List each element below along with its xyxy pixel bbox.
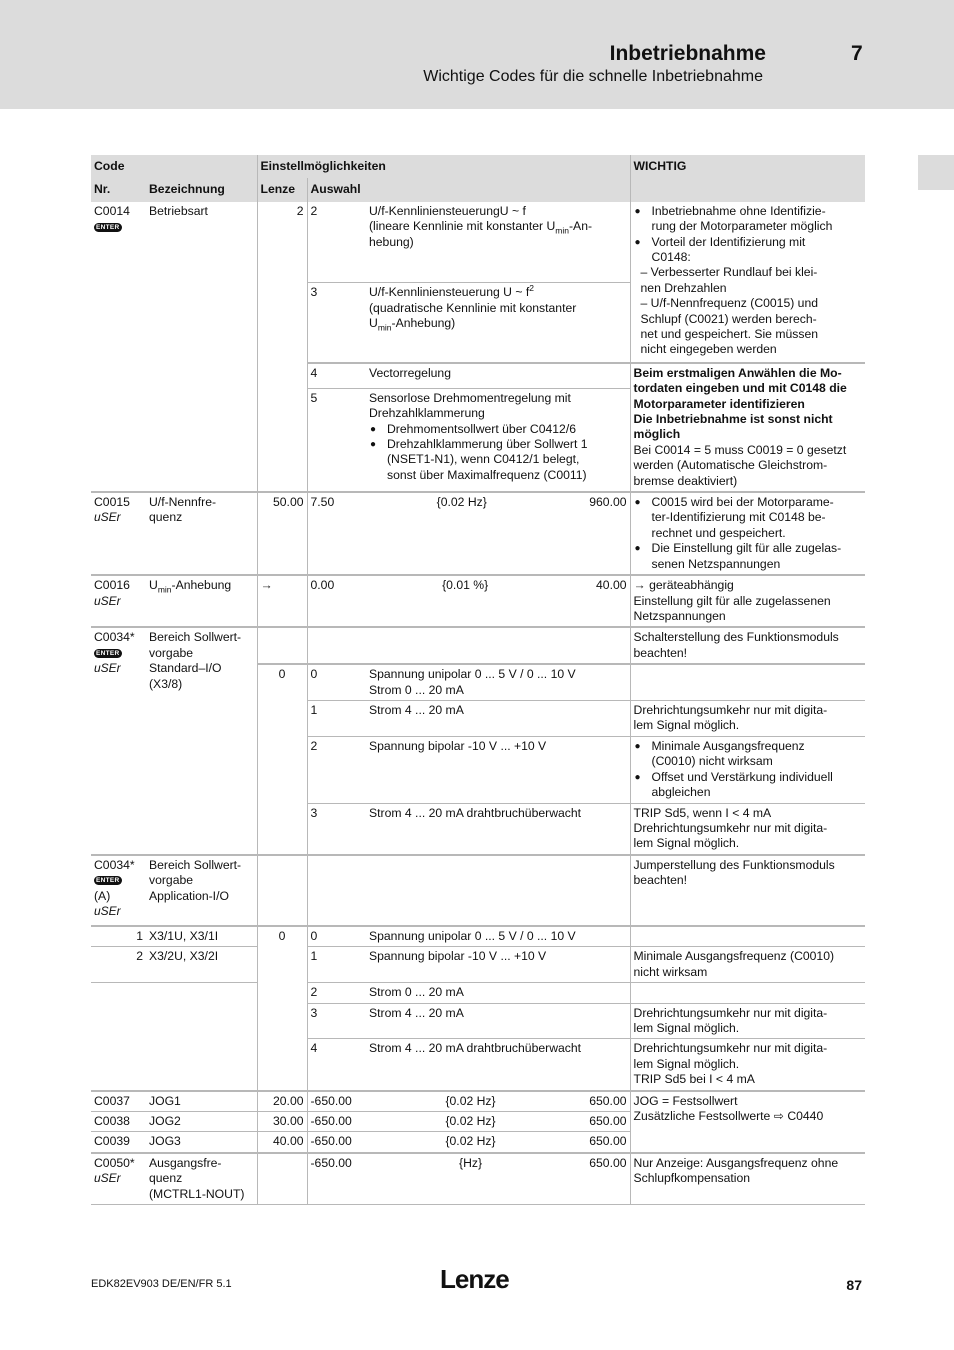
lenze-cell: 0 xyxy=(257,926,307,1091)
code-cell: C0037 xyxy=(91,1091,146,1112)
option-text: Strom 4 ... 20 mA drahtbruchüberwacht xyxy=(366,803,630,855)
option-nr: 4 xyxy=(307,1039,366,1091)
document-id: EDK82EV903 DE/EN/FR 5.1 xyxy=(91,1278,232,1290)
page-number: 87 xyxy=(846,1277,862,1293)
option-nr: 2 xyxy=(307,202,366,283)
user-menu-icon: uSEr xyxy=(94,661,121,676)
enter-icon: ENTER xyxy=(96,650,120,657)
wichtig-cell: TRIP Sd5, wenn I < 4 mA Drehrichtungsumkehr nur mit digita- lem Signal möglich. xyxy=(630,803,865,855)
option-text: Spannung unipolar 0 ... 5 V / 0 ... 10 V Strom 0 ... 20 mA xyxy=(366,664,630,700)
option-text: Sensorlose Drehmomentregelung mit Drehzahlklammerung ● Drehmomentsollwert über C0412/6 ● Drehzahlklammerung über Sollwert 1 (NSET1-N1), wenn C0412/1 belegt, sonst über Maximalfrequenz (C0011) xyxy=(366,388,630,492)
range-cell: -650.00 {0.02 Hz} 650.00 xyxy=(307,1091,630,1112)
option-text: Strom 4 ... 20 mA xyxy=(366,700,630,736)
enter-icon: ENTER xyxy=(96,223,120,231)
option-text: Spannung bipolar -10 V ... +10 V xyxy=(366,947,630,983)
lenze-cell: 40.00 xyxy=(257,1132,307,1153)
option-nr: 3 xyxy=(307,283,366,363)
wichtig-cell: Schalterstellung des Funktionsmoduls beachten! xyxy=(630,627,865,664)
col-wichtig: WICHTIG xyxy=(630,155,865,202)
col-auswahl: Auswahl xyxy=(307,178,630,201)
bez-cell: U/f-Nennfre- quenz xyxy=(146,492,257,575)
side-tab-marker xyxy=(918,155,954,190)
lenze-cell: 50.00 xyxy=(257,492,307,575)
lenze-cell: 30.00 xyxy=(257,1112,307,1132)
wichtig-cell: ● C0015 wird bei der Motorparame- ter-Identifizierung mit C0148 be- rechnet und gespeichert. ● Die Einstellung gilt für alle zugelas- senen Netzspannungen xyxy=(630,492,865,575)
table-row xyxy=(91,926,865,947)
option-nr: 2 xyxy=(307,736,366,803)
range-cell: -650.00 {Hz} 650.00 xyxy=(307,1153,630,1205)
table-row xyxy=(91,1091,865,1112)
sub-bez: X3/2U, X3/2I xyxy=(146,947,257,983)
wichtig-cell: Drehrichtungsumkehr nur mit digita- lem Signal möglich. TRIP Sd5 bei I < 4 mA xyxy=(630,1039,865,1091)
option-nr: 2 xyxy=(307,983,366,1003)
bez-cell: Bereich Sollwert- vorgabe Application-I/O xyxy=(146,855,257,926)
wichtig-cell: Drehrichtungsumkehr nur mit digita- lem Signal möglich. xyxy=(630,700,865,736)
table-row xyxy=(91,575,865,627)
user-menu-icon: uSEr xyxy=(94,1171,121,1186)
option-nr: 1 xyxy=(307,947,366,983)
range-cell: -650.00 {0.02 Hz} 650.00 xyxy=(307,1132,630,1153)
wichtig-cell: → geräteabhängig Einstellung gilt für alle zugelassenen Netzspannungen xyxy=(630,575,865,627)
bez-cell: JOG1 xyxy=(146,1091,257,1112)
section-subtitle: Wichtige Codes für die schnelle Inbetriebnahme xyxy=(423,68,763,85)
bez-cell: JOG2 xyxy=(146,1112,257,1132)
user-menu-icon: uSEr xyxy=(94,904,121,918)
wichtig-cell: ● Minimale Ausgangsfrequenz (C0010) nicht wirksam ● Offset und Verstärkung individuell abgleichen xyxy=(630,736,865,803)
sub-bez: X3/1U, X3/1I xyxy=(146,926,257,947)
wichtig-cell: Nur Anzeige: Ausgangsfrequenz ohne Schlupfkompensation xyxy=(630,1153,865,1205)
option-text: Strom 4 ... 20 mA drahtbruchüberwacht xyxy=(366,1039,630,1091)
col-nr: Nr. xyxy=(91,178,146,201)
user-menu-icon: uSEr xyxy=(94,593,121,608)
col-einstell: Einstellmöglichkeiten xyxy=(257,155,630,178)
option-text: Vectorregelung xyxy=(366,363,630,388)
option-text: Spannung unipolar 0 ... 5 V / 0 ... 10 V xyxy=(366,926,630,947)
chapter-title: Inbetriebnahme xyxy=(609,42,766,65)
code-cell: C0034* ENTER (A) uSEr xyxy=(91,855,146,926)
option-nr: 3 xyxy=(307,803,366,855)
lenze-cell: 0 xyxy=(257,664,307,855)
wichtig-cell: ● Inbetriebnahme ohne Identifizie- rung der Motorparameter möglich ● Vorteil der Identifizierung mit C0148: – Verbesserter Rundlauf bei klei- nen Drehzahlen – U/f-Nennfrequenz (C0015) und Schlupf (C0021) werden berech- net und gespeichert. Sie müssen nicht eingegeben werden xyxy=(630,202,865,363)
bez-cell: Betriebsart xyxy=(149,203,208,218)
range-cell: -650.00 {0.02 Hz} 650.00 xyxy=(307,1112,630,1132)
option-nr: 0 xyxy=(307,664,366,700)
wichtig-cell: Beim erstmaligen Anwählen die Mo- tordaten eingeben und mit C0148 die Motorparameter identifizieren Die Inbetriebnahme ist sonst nicht möglich Bei C0014 = 5 muss C0019 = 0 gesetzt werden (Automatische Gleichstrom- bremse deaktiviert) xyxy=(630,363,865,492)
code-table xyxy=(91,155,865,1205)
bez-cell: Ausgangsfre- quenz (MCTRL1-NOUT) xyxy=(146,1153,257,1205)
chapter-number: 7 xyxy=(851,42,863,65)
code-cell: C0050* uSEr xyxy=(91,1153,146,1205)
table-row xyxy=(91,202,865,283)
code-cell: C0014 ENTER xyxy=(94,203,130,231)
option-nr: 4 xyxy=(307,363,366,388)
lenze-cell: → xyxy=(257,575,307,627)
option-text: Strom 4 ... 20 mA xyxy=(366,1003,630,1039)
table-row xyxy=(91,983,865,1003)
wichtig-cell: Jumperstellung des Funktionsmoduls beachten! xyxy=(630,855,865,926)
sub-nr: 1 xyxy=(91,926,146,947)
table-header-row-1 xyxy=(91,155,865,178)
table-row xyxy=(91,627,865,664)
table-row xyxy=(91,855,865,926)
col-code: Code xyxy=(91,155,257,178)
code-cell: C0038 xyxy=(91,1112,146,1132)
option-nr: 3 xyxy=(307,1003,366,1039)
wichtig-cell: Minimale Ausgangsfrequenz (C0010) nicht wirksam xyxy=(630,947,865,983)
option-nr: 5 xyxy=(307,388,366,492)
option-text: Strom 0 ... 20 mA xyxy=(366,983,630,1003)
option-text: Spannung bipolar -10 V ... +10 V xyxy=(366,736,630,803)
lenze-logo: Lenze xyxy=(440,1264,509,1294)
col-lenze: Lenze xyxy=(257,178,307,201)
enter-icon: ENTER xyxy=(96,877,120,885)
option-text: U/f-Kennliniensteuerung U ~ $f^2$ (quadratische Kennlinie mit konstanter $U_{min}-Anhebung$) xyxy=(366,283,630,363)
range-cell: 0.00 {0.01 %} 40.00 xyxy=(307,575,630,627)
option-nr: 0 xyxy=(307,926,366,947)
code-cell: C0015 uSEr xyxy=(91,492,146,575)
code-cell: C0034* ENTER uSEr xyxy=(91,627,146,854)
wichtig-cell: Drehrichtungsumkehr nur mit digita- lem Signal möglich. xyxy=(630,1003,865,1039)
lenze-cell: 2 xyxy=(257,202,307,492)
code-cell: C0039 xyxy=(91,1132,146,1153)
lenze-cell: 20.00 xyxy=(257,1091,307,1112)
option-text: U/f-KennliniensteuerungU ~ f (lineare Kennlinie mit konstanter $U_{min}-An-$ hebung) xyxy=(369,203,593,249)
sub-nr: 2 xyxy=(91,947,146,983)
bez-cell: $U_{min}$-Anhebung xyxy=(146,575,257,627)
code-cell: C0016 uSEr xyxy=(91,575,146,627)
table-row xyxy=(91,947,865,983)
option-nr: 1 xyxy=(307,700,366,736)
user-menu-icon: uSEr xyxy=(94,510,121,525)
range-cell: 7.50 {0.02 Hz} 960.00 xyxy=(307,492,630,575)
page-header xyxy=(0,0,954,109)
col-bez: Bezeichnung xyxy=(146,178,257,201)
table-row xyxy=(91,492,865,575)
bez-cell: Bereich Sollwert- vorgabe Standard–I/O (X3/8) xyxy=(146,627,257,854)
bez-cell: JOG3 xyxy=(146,1132,257,1153)
wichtig-cell: JOG = Festsollwert Zusätzliche Festsollwerte ⇨ C0440 xyxy=(630,1091,865,1153)
table-row xyxy=(91,1153,865,1205)
